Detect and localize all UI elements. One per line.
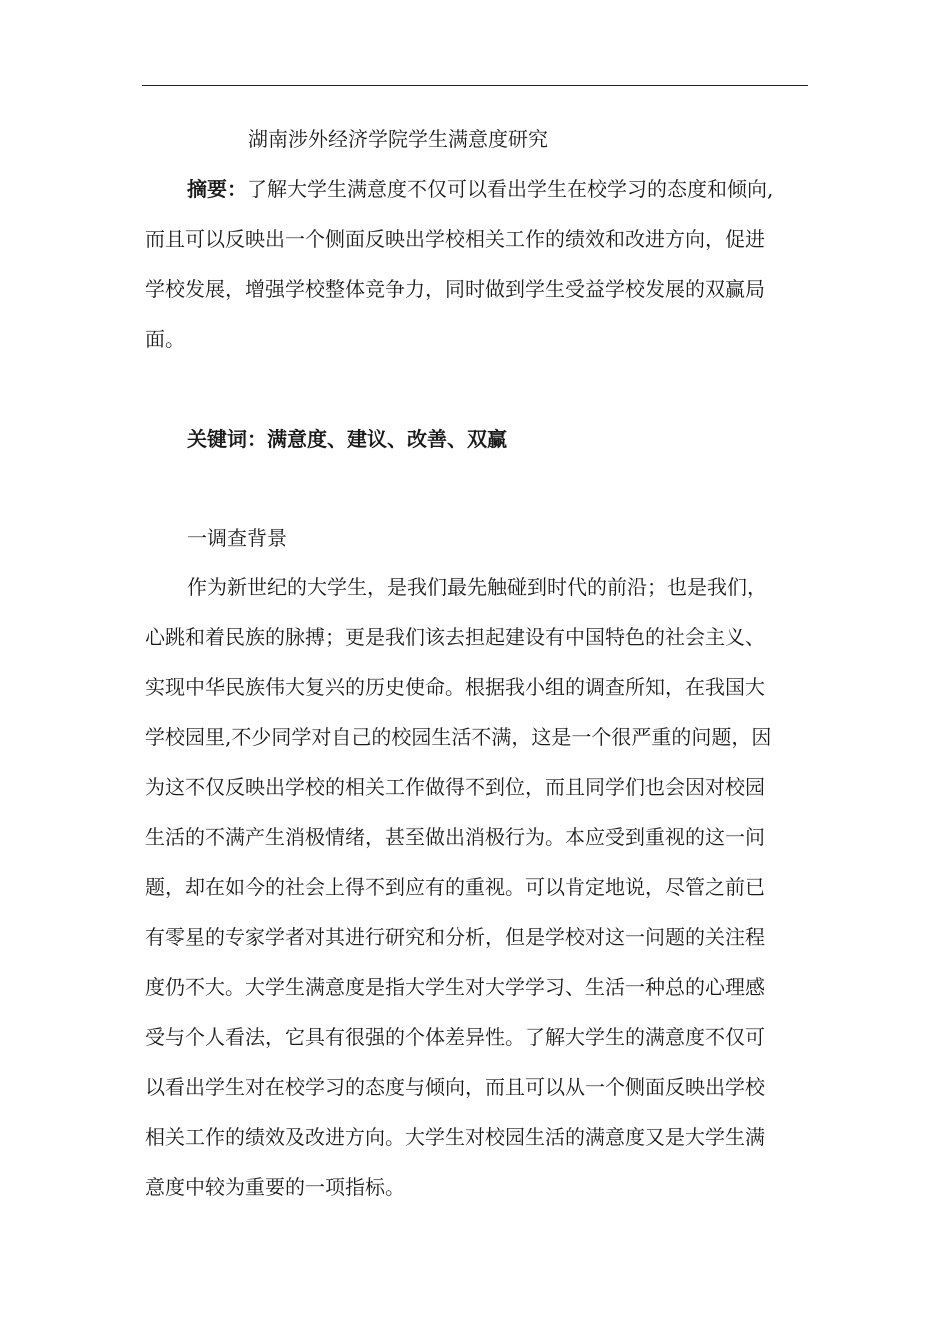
body-line: 学校园里,不少同学对自己的校园生活不满，这是一个很严重的问题，因 [145,725,772,749]
abstract-line: 面。 [145,327,185,351]
abstract-paragraph [145,164,805,364]
body-line: 度仍不大。大学生满意度是指大学生对大学学习、生活一种总的心理感 [145,975,765,999]
body-line: 相关工作的绩效及改进方向。大学生对校园生活的满意度又是大学生满 [145,1125,765,1149]
abstract-line: 学校发展，增强学校整体竞争力，同时做到学生受益学校发展的双赢局 [145,277,765,301]
body-line: 有零星的专家学者对其进行研究和分析，但是学校对这一问题的关注程 [145,925,765,949]
section-heading: 一调查背景 [187,526,287,550]
header-rule [142,85,808,86]
abstract-text: 了解大学生满意度不仅可以看出学生在校学习的态度和倾向, [247,177,774,201]
body-line: 意度中较为重要的一项指标。 [145,1175,405,1199]
body-paragraph [145,562,805,1212]
body-line: 为这不仅反映出学校的相关工作做得不到位，而且同学们也会因对校园 [145,775,765,799]
body-line: 题，却在如今的社会上得不到应有的重视。可以肯定地说，尽管之前已 [145,875,765,899]
abstract-line: 而且可以反映出一个侧面反映出学校相关工作的绩效和改进方向，促进 [145,227,765,251]
abstract-line [145,164,805,214]
body-line: 生活的不满产生消极情绪，甚至做出消极行为。本应受到重视的这一问 [145,825,765,849]
body-line: 实现中华民族伟大复兴的历史使命。根据我小组的调查所知，在我国大 [145,675,765,699]
keywords: 关键词：满意度、建议、改善、双赢 [187,427,507,451]
body-line: 以看出学生对在校学习的态度与倾向，而且可以从一个侧面反映出学校 [145,1075,765,1099]
document-title: 湖南涉外经济学院学生满意度研究 [248,127,548,151]
body-line: 作为新世纪的大学生，是我们最先触碰到时代的前沿；也是我们， [187,575,767,599]
abstract-label: 摘要： [187,177,247,201]
body-line: 心跳和着民族的脉搏；更是我们该去担起建设有中国特色的社会主义、 [145,625,765,649]
body-line: 受与个人看法，它具有很强的个体差异性。了解大学生的满意度不仅可 [145,1025,765,1049]
